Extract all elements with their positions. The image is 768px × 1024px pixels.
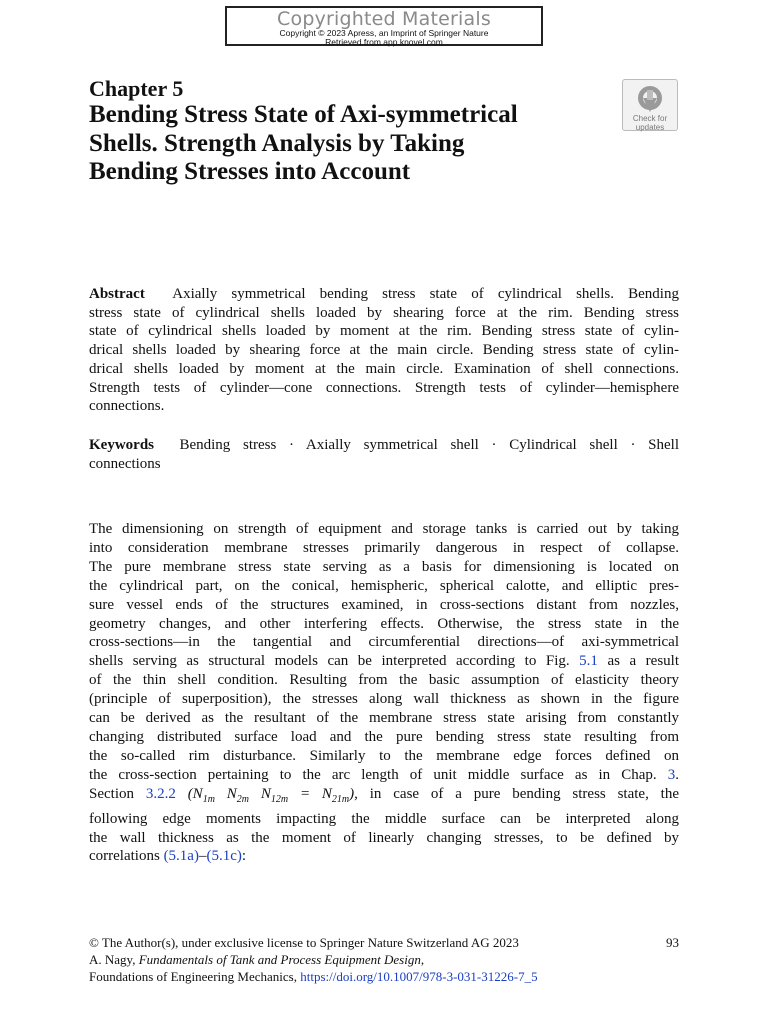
body-line: the so-called rim disturbance. Similarly to the membrane edge forces defined on [89,747,679,764]
chapter-link[interactable]: 3 [667,766,676,783]
chapter-label: Chapter 5 [89,76,184,101]
body-line: geometry changes, and other interfering effects. Otherwise, the stress state in the [89,615,679,632]
body-line: (principle of superposition), the stresses along wall thickness as shown in the figure [89,691,679,708]
footer-license: © The Author(s), under exclusive license to Springer Nature Switzerland AG 2023 [89,935,519,950]
watermark-title: Copyrighted Materials [277,8,491,30]
abstract-line: connections. [89,398,165,415]
check-for-updates-badge[interactable] [622,79,678,131]
abstract-line: Strength tests of cylinder—cone connections. Strength tests of cylinder—hemisphere [89,379,679,396]
abstract-line: stress state of cylindrical shells loaded by shearing force at the rim. Bending stress [89,304,679,321]
section-link[interactable]: 3.2.2 [145,785,176,802]
formula: ($N_{1m}$ $N_{2m}$ $N_{12m} = N_{21m}$), [187,785,358,805]
page-number: 93 [666,935,679,950]
body-line: the cylindrical part, on the conical, hemispheric, spherical calotte, and elliptic pres- [89,577,679,594]
title-line: Bending Stress State of Axi-symmetrical [89,101,518,128]
abstract-label: Abstract [89,286,145,302]
body-line: correlations (5.1a)–(5.1c): [89,848,247,865]
badge-line1: Check for [632,114,668,123]
body-line: the wall thickness as the moment of linearly changing stresses, to be defined by [89,829,679,846]
body-line: of the thin shell condition. Resulting from the basic assumption of elasticity theory [89,672,679,689]
keywords-line [89,436,679,455]
footer-series: Foundations of Engineering Mechanics, https://doi.org/10.1007/978-3-031-31226-7_5 [89,969,538,984]
keywords-label: Keywords [89,437,154,453]
body-line: The pure membrane stress state serving as a basis for dimensioning is located on [89,558,679,575]
body-line: Section 3.2.2 ($N_{1m}$ $N_{2m}$ $N_{12m} = N_{21m}$), in case of a pure bending stress state, the [89,785,679,805]
abstract-text: Axially symmetrical bending stress state of cylindrical shells. Bending [172,286,679,302]
check-updates-icon [634,84,666,114]
abstract-line [89,285,679,304]
copyright-watermark [225,6,543,46]
body-line: following edge moments impacting the middle surface can be interpreted along [89,810,679,827]
abstract-line: state of cylindrical shells loaded by moment at the rim. Bending stress state of cylin- [89,323,679,340]
body-line: the cross-section pertaining to the arc length of unit middle surface as in Chap. 3. [89,766,679,783]
figure-link[interactable]: 5.1 [579,653,598,670]
body-line: can be derived as the resultant of the membrane stress state arising from constantly [89,710,679,727]
abstract-line: drical shells loaded by shearing force at the main circle. Bending stress state of cylin- [89,342,679,359]
equation-link[interactable]: (5.1c) [206,848,242,865]
footer-citation: A. Nagy, Fundamentals of Tank and Process Equipment Design, [89,952,425,967]
keywords [89,436,679,473]
watermark-line1: Copyright © 2023 Apress, an Imprint of Springer Nature [279,28,489,38]
badge-line2: updates [635,123,665,132]
body-line: sure vessel ends of the structures examined, in cross-sections distant from nozzles, [89,596,679,613]
abstract-line: drical shells loaded by moment at the main circle. Examination of shell connections. [89,360,679,377]
body-paragraph [89,520,679,866]
body-line: into consideration membrane stresses primarily dangerous in respect of collapse. [89,539,679,556]
watermark-line2: Retrieved from app.knovel.com [325,37,443,47]
body-line: shells serving as structural models can be interpreted according to Fig. 5.1 as a result [89,653,680,670]
equation-link[interactable]: (5.1a) [163,848,199,865]
title-line: Shells. Strength Analysis by Taking [89,129,465,157]
keywords-line: connections [89,455,161,472]
keywords-text: Bending stress · Axially symmetrical shell · Cylindrical shell · Shell [179,437,680,453]
footer [89,934,679,985]
body-line: The dimensioning on strength of equipment and storage tanks is carried out by taking [89,521,679,537]
doi-link[interactable]: https://doi.org/10.1007/978-3-031-31226-7_5 [300,969,538,984]
body-line: changing distributed surface load and the pure bending stress state resulting from [89,728,679,745]
abstract [89,285,679,416]
title-line: Bending Stresses into Account [89,158,411,185]
book-title: Fundamentals of Tank and Process Equipment Design [138,952,421,967]
body-line: cross-sections—in the tangential and circumferential directions—of axi-symmetrical [89,634,679,651]
chapter-title [89,101,609,187]
